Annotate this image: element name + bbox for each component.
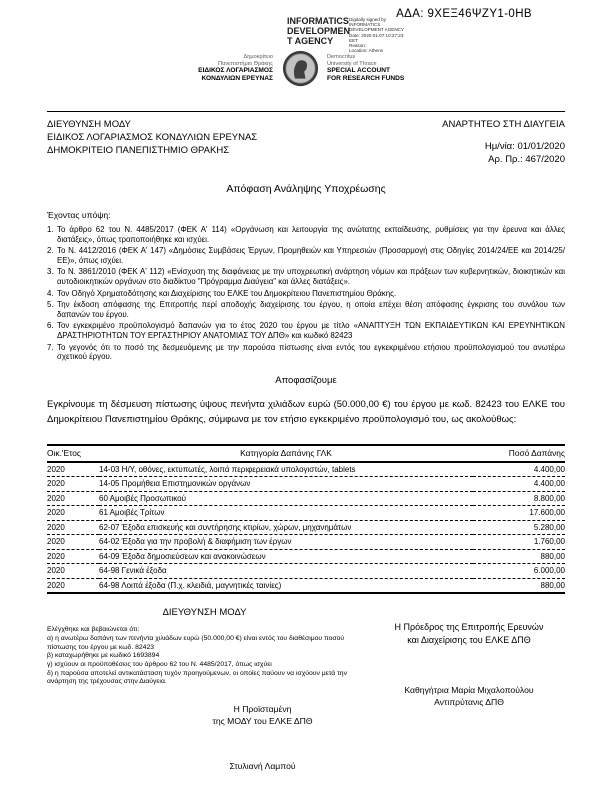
fiscal-year-cell: 2020 <box>47 520 99 535</box>
letterhead-text: Πανεπιστήμιο Θράκης <box>218 60 273 67</box>
signature-role-line: και Διαχείρισης του ΕΛΚΕ ΔΠΘ <box>407 634 531 645</box>
amount-cell: 880,00 <box>473 549 565 564</box>
amount-cell: 6.000,00 <box>473 564 565 579</box>
president-signature-block <box>373 607 565 708</box>
department-line: ΕΙΔΙΚΟΣ ΛΟΓΑΡΙΑΣΜΟΣ ΚΟΝΔΥΛΙΩΝ ΕΡΕΥΝΑΣ <box>47 132 258 143</box>
signature-name-line: Αντιπρύτανις ΔΠΘ <box>434 696 504 707</box>
verification-line: γ) ισχύουν οι προϋποθέσεις του άρθρου 62 του Ν. 4485/2017, όπως ισχύει <box>47 661 272 669</box>
amount-cell: 8.800,00 <box>473 491 565 506</box>
preamble-item-number: 5. <box>47 300 54 310</box>
preamble-item-text: Το Ν. 4412/2016 (ΦΕΚ Α' 147) «Δημόσιες Συμβάσεις Έργων, Προμηθειών και Υπηρεσιών (Προσαρμογή στις Οδηγίες 2014/24/ΕΕ και 2014/25/ΕΕ)», όπως ισχύει. <box>57 246 565 265</box>
preamble-item-text: Την έκδοση απόφασης της Επιτροπής περί αποδοχής διαχείρισης του έργου, η οποία επέχει θέση απόφασης έγκρισης του συνόλου των δαπανών του έργου. <box>57 300 565 319</box>
signature-detail-line: EET <box>349 37 358 43</box>
category-cell: 64-98 Λοιπά έξοδα (Π.χ. κλειδιά, μαγνητικές ταινίες) <box>99 578 473 593</box>
signature-detail-line: Reason: <box>349 43 367 49</box>
fiscal-year-cell: 2020 <box>47 549 99 564</box>
preamble-item-text: Το Ν. 3861/2010 (ΦΕΚ Α' 112) «Ενίσχυση της διαφάνειας με την υποχρεωτική ανάρτηση νόμων και πράξεων των κυβερνητικών, διοικητικών και αυτοδιοικητικών οργάνων στο διαδίκτυο "Πρόγραμμα Διαύγεια" και άλλες διατάξεις». <box>57 267 565 286</box>
preamble <box>0 210 612 362</box>
signature-details <box>349 16 409 53</box>
preamble-item <box>47 343 565 362</box>
university-logo-icon <box>282 50 319 87</box>
letterhead-text: Δημοκρίτειο <box>243 54 273 60</box>
amount-cell: 4.400,00 <box>473 477 565 492</box>
date-label: Ημ/νία: 01/01/2020 <box>484 141 565 152</box>
fiscal-year-cell: 2020 <box>47 535 99 550</box>
fiscal-year-cell: 2020 <box>47 578 99 593</box>
category-cell: 14-05 Προμήθεια Επιστημονικών οργάνων <box>99 477 473 492</box>
header-divider <box>47 111 565 112</box>
table-header-row <box>47 445 565 462</box>
amount-column-header: Ποσό Δαπάνης <box>473 445 565 462</box>
amount-cell: 880,00 <box>473 578 565 593</box>
preamble-intro: Έχοντας υπόψη: <box>47 210 111 220</box>
letterhead-text: Democritus <box>327 54 356 60</box>
verification-line: β) καταχωρήθηκε με κωδικό 1693894 <box>47 652 160 660</box>
posting-info <box>442 118 565 166</box>
signature-role-line: Η Πρόεδρος της Επιτροπής Ερευνών <box>394 622 544 633</box>
protocol-number-label: Αρ. Πρ.: 467/2020 <box>488 154 565 165</box>
signature-detail-line: DEVELOPMENT AGENCY <box>349 27 405 33</box>
preamble-item <box>47 321 565 340</box>
verification-line: α) η ανωτέρω δαπάνη των πενήντα χιλιάδων ευρώ (50.000,00 €) είναι εντός του διαθέσιμου ποσού πίστωσης του έργου με κωδ. 82423 <box>47 634 345 651</box>
signature-agency-line: DEVELOPMEN <box>287 26 351 36</box>
department-line: ΔΗΜΟΚΡΙΤΕΙΟ ΠΑΝΕΠΙΣΤΗΜΙΟ ΘΡΑΚΗΣ <box>47 145 230 156</box>
table-row <box>47 462 565 477</box>
letterhead-text: SPECIAL ACCOUNT <box>327 67 391 75</box>
fiscal-year-cell: 2020 <box>47 477 99 492</box>
verification-block <box>47 607 362 708</box>
signature-detail-line: Location: Athens <box>349 48 383 54</box>
category-column-header: Κατηγορία Δαπάνης ΓΛΚ <box>99 445 473 462</box>
letterhead-left <box>0 54 273 83</box>
table-row <box>47 520 565 535</box>
table-row <box>47 549 565 564</box>
table-row <box>47 535 565 550</box>
preamble-item <box>47 289 565 299</box>
expense-table <box>47 444 565 595</box>
preamble-item <box>47 246 565 265</box>
signature-detail-line: Digitally signed by <box>349 17 387 22</box>
ada-code: ΑΔΑ: 9ΧΕΞ46ΨΖΥ1-0ΗΒ <box>396 8 532 20</box>
digital-signature-stamp <box>287 16 409 53</box>
department-line: ΔΙΕΥΘΥΝΣΗ ΜΟΔΥ <box>47 119 131 130</box>
posting-label: ΑΝΑΡΤΗΤΕΟ ΣΤΗ ΔΙΑΥΓΕΙΑ <box>442 119 565 130</box>
letterhead-text: ΚΟΝΔΥΛΙΩΝ ΕΡΕΥΝΑΣ <box>201 75 273 83</box>
letterhead-text: ΕΙΔΙΚΟΣ ΛΟΓΑΡΙΑΣΜΟΣ <box>198 67 273 75</box>
category-cell: 14-03 Η/Υ, οθόνες, εκτυπωτές, λοιπά περιφερειακά υπολογιστών, tablets <box>99 462 473 477</box>
amount-cell: 1.760,00 <box>473 535 565 550</box>
preamble-item-text: Το γεγονός ότι το ποσό της δεσμευόμενης με την παρούσα πίστωσης είναι εντός του εγκεκριμένου ετήσιου προϋπολογισμού του ανωτέρω σχετικού έργου. <box>57 342 565 362</box>
table-row <box>47 477 565 492</box>
signature-detail-line: INFORMATICS <box>349 22 381 28</box>
preamble-item-number: 2. <box>47 246 54 256</box>
category-cell: 64-98 Γενικά έξοδα <box>99 564 473 579</box>
preamble-item-number: 7. <box>47 342 54 352</box>
letterhead <box>0 50 612 95</box>
preamble-item <box>47 225 565 244</box>
verification-heading: ΔΙΕΥΘΥΝΣΗ ΜΟΔΥ <box>162 607 247 619</box>
category-cell: 62-07 Έξοδα επισκευής και συντήρησης κτιρίων, χώρων, μηχανημάτων <box>99 520 473 535</box>
fiscal-year-cell: 2020 <box>47 462 99 477</box>
table-row <box>47 564 565 579</box>
category-cell: 60 Αμοιβές Προσωπικού <box>99 491 473 506</box>
page-title: Απόφαση Ανάληψης Υποχρέωσης <box>226 183 386 195</box>
preamble-item-text: Το άρθρο 62 του Ν. 4485/2017 (ΦΕΚ Α' 114) «Οργάνωση και λειτουργία της ανώτατης εκπαίδευσης, ρυθμίσεις για την έρευνα και άλλες διατάξεις», όπως τροποποιήθηκε και ισχύει. <box>57 225 565 244</box>
table-row <box>47 578 565 593</box>
letterhead-text: University of Thrace <box>327 60 377 67</box>
signature-detail-line: Date: 2020.01.07 10:27:23 <box>349 32 404 38</box>
decision-body: Εγκρίνουμε τη δέσμευση πίστωσης ύψους πενήντα χιλιάδων ευρώ (50.000,00 €) του έργου με κωδ. 82423 του ΕΛΚΕ του Δημοκρίτειου Πανεπιστημίου Θράκης, σύμφωνα με τον ετήσιο εγκεκριμένο προϋπολογισμό του, ως ακολούθως: <box>47 398 565 425</box>
decision-heading: Αποφασίζουμε <box>275 374 337 386</box>
preamble-item-number: 3. <box>47 267 54 277</box>
category-cell: 64-02 Έξοδα για την προβολή & διαφήμιση των έργων <box>99 535 473 550</box>
preamble-item <box>47 300 565 319</box>
category-cell: 61 Αμοιβές Τρίτων <box>99 506 473 521</box>
table-row <box>47 491 565 506</box>
head-of-mody-name: Στυλιανή Λαμπού <box>229 761 296 771</box>
letterhead-right <box>327 54 467 83</box>
amount-cell: 5.280,00 <box>473 520 565 535</box>
preamble-item <box>47 267 565 286</box>
fiscal-year-cell: 2020 <box>47 564 99 579</box>
verification-line: δ) η παρούσα αποτελεί αντικατάσταση τυχόν προηγούμενων, οι οποίες παύουν να ισχύουν μετά την ανάρτηση της τρέχουσας στην Διαύγεια. <box>47 669 347 686</box>
preamble-item-text: Τον Οδηγό Χρηματοδότησης και Διαχείρισης του ΕΛΚΕ του Δημοκρίτειου Πανεπιστημίου Θράκης. <box>57 288 397 298</box>
signature-role-line: της ΜΟΔΥ του ΕΛΚΕ ΔΠΘ <box>212 716 313 726</box>
preamble-item-number: 6. <box>47 321 54 331</box>
preamble-item-text: Τον εγκεκριμένο προϋπολογισμό δαπανών για το έτος 2020 του έργου με τίτλο «ΑΝΑΠΤΥΞΗ ΤΩΝ ΕΚΠΑΙΔΕΥΤΙΚΩΝ ΚΑΙ ΕΡΕΥΝΗΤΙΚΩΝ ΔΡΑΣΤΗΡΙΟΤΗΤΩΝ ΤΟΥ ΕΡΓΑΣΤΗΡΙΟΥ ΑΝΑΤΟΜΙΑΣ ΤΟΥ ΔΠΘ» και κωδικό 82423 <box>57 321 565 340</box>
year-column-header: Οικ.'Ετος <box>47 445 99 462</box>
preamble-item-number: 1. <box>47 225 54 234</box>
signature-agency-line: INFORMATICS <box>287 16 349 26</box>
amount-cell: 4.400,00 <box>473 462 565 477</box>
preamble-item-number: 4. <box>47 288 54 298</box>
verification-line: Ελέγχθηκε και βεβαιώνεται ότι: <box>47 626 140 634</box>
signature-name-line: Καθηγήτρια Μαρία Μιχαλοπούλου <box>404 685 534 696</box>
letterhead-text: FOR RESEARCH FUNDS <box>327 75 405 83</box>
signature-role-line: Η Προϊσταμένη <box>233 704 292 714</box>
category-cell: 64-09 Έξοδα δημοσιεύσεων και ανακοινώσεων <box>99 549 473 564</box>
footer <box>0 594 612 708</box>
fiscal-year-cell: 2020 <box>47 506 99 521</box>
issuing-department <box>47 118 257 166</box>
signature-agency-label <box>287 16 351 53</box>
amount-cell: 17.600,00 <box>473 506 565 521</box>
table-row <box>47 506 565 521</box>
fiscal-year-cell: 2020 <box>47 491 99 506</box>
head-of-mody-signature-block <box>160 703 365 727</box>
signature-agency-line: T AGENCY <box>287 36 334 46</box>
